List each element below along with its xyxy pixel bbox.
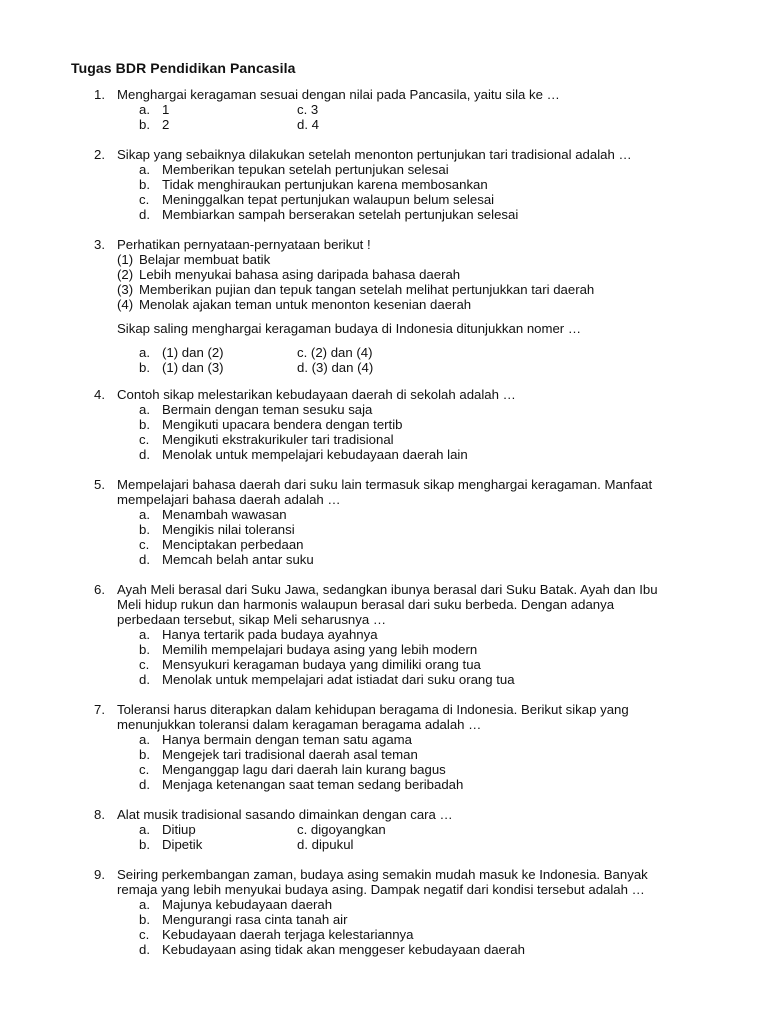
question-7 (0, 702, 768, 822)
option-letter: c. (139, 657, 150, 672)
option-letter: a. (139, 345, 150, 360)
option-letter: a. (139, 507, 150, 522)
question-number: 8. (94, 807, 105, 822)
statement-number: (2) (117, 267, 134, 282)
question-stem-line: Mempelajari bahasa daerah dari suku lain termasuk sikap menghargai keragaman. Manfaat (117, 477, 653, 492)
option-text: (1) dan (3) (162, 360, 224, 375)
option-letter: d. (139, 777, 150, 792)
option-letter: b. (139, 522, 150, 537)
option-letter: a. (139, 732, 150, 747)
option-text: Hanya bermain dengan teman satu agama (162, 732, 412, 747)
option-right: d. 4 (297, 117, 319, 132)
question-stem-line: Meli hidup rukun dan harmonis walaupun berasal dari suku berbeda. Dengan adanya (117, 597, 615, 612)
option-letter: d. (139, 942, 150, 957)
question-number: 3. (94, 237, 105, 252)
question-number: 1. (94, 87, 105, 102)
question-number: 5. (94, 477, 105, 492)
question-number: 7. (94, 702, 105, 717)
option-text: Mengikis nilai toleransi (162, 522, 295, 537)
question-stem-line: perbedaan tersebut, sikap Meli seharusnya … (117, 612, 387, 627)
statement-text: Lebih menyukai bahasa asing daripada bahasa daerah (139, 267, 461, 282)
page-title: Tugas BDR Pendidikan Pancasila (71, 60, 296, 76)
option-text: Menjaga ketenangan saat teman sedang beribadah (162, 777, 464, 792)
option-letter: a. (139, 162, 150, 177)
option-letter: d. (139, 552, 150, 567)
option-letter: a. (139, 822, 150, 837)
option-text: Mengurangi rasa cinta tanah air (162, 912, 348, 927)
question-stem-line: mempelajari bahasa daerah adalah … (117, 492, 341, 507)
option-letter: b. (139, 417, 150, 432)
question-number: 9. (94, 867, 105, 882)
option-text: (1) dan (2) (162, 345, 224, 360)
option-text: Mengikuti upacara bendera dengan tertib (162, 417, 403, 432)
option-letter: b. (139, 117, 150, 132)
statement-number: (3) (117, 282, 134, 297)
option-letter: d. (139, 207, 150, 222)
statement-number: (4) (117, 297, 134, 312)
option-letter: a. (139, 897, 150, 912)
option-text: Hanya tertarik pada budaya ayahnya (162, 627, 378, 642)
option-text: Memberikan tepukan setelah pertunjukan selesai (162, 162, 449, 177)
option-letter: a. (139, 102, 150, 117)
option-text: Ditiup (162, 822, 196, 837)
question-stem-line: Seiring perkembangan zaman, budaya asing semakin mudah masuk ke Indonesia. Banyak (117, 867, 648, 882)
option-text: Mensyukuri keragaman budaya yang dimiliki orang tua (162, 657, 481, 672)
option-text: Menolak untuk mempelajari adat istiadat dari suku orang tua (162, 672, 515, 687)
option-letter: d. (139, 672, 150, 687)
statement-number: (1) (117, 252, 134, 267)
option-letter: c. (139, 537, 150, 552)
option-letter: b. (139, 177, 150, 192)
option-text: Memcah belah antar suku (162, 552, 314, 567)
question-6 (0, 582, 768, 702)
option-text: 2 (162, 117, 170, 132)
option-text: Meninggalkan tepat pertunjukan walaupun belum selesai (162, 192, 495, 207)
option-letter: c. (139, 192, 150, 207)
option-letter: d. (139, 447, 150, 462)
question-stem-line: Alat musik tradisional sasando dimainkan dengan cara … (117, 807, 453, 822)
question-number: 4. (94, 387, 105, 402)
question-9 (0, 867, 768, 987)
option-letter: c. (139, 762, 150, 777)
option-letter: a. (139, 627, 150, 642)
option-letter: b. (139, 360, 150, 375)
option-text: Membiarkan sampah berserakan setelah pertunjukan selesai (162, 207, 519, 222)
option-text: Menciptakan perbedaan (162, 537, 304, 552)
option-letter: b. (139, 912, 150, 927)
question-3 (0, 237, 768, 375)
option-text: Majunya kebudayaan daerah (162, 897, 333, 912)
statement-text: Menolak ajakan teman untuk menonton kesenian daerah (139, 297, 472, 312)
option-text: Menambah wawasan (162, 507, 287, 522)
option-letter: c. (139, 927, 150, 942)
question-stem-line: Perhatikan pernyataan-pernyataan berikut ! (117, 237, 371, 252)
option-letter: c. (139, 432, 150, 447)
option-text: 1 (162, 102, 170, 117)
question-stem-line: Sikap yang sebaiknya dilakukan setelah menonton pertunjukan tari tradisional adalah … (117, 147, 632, 162)
option-text: Memilih mempelajari budaya asing yang lebih modern (162, 642, 478, 657)
question-stem-line: Ayah Meli berasal dari Suku Jawa, sedangkan ibunya berasal dari Suku Batak. Ayah dan Ibu (117, 582, 658, 597)
question-prompt: Sikap saling menghargai keragaman budaya di Indonesia ditunjukkan nomer … (117, 321, 582, 336)
option-right: c. digoyangkan (297, 822, 386, 837)
option-letter: a. (139, 402, 150, 417)
question-stem-line: Toleransi harus diterapkan dalam kehidupan beragama di Indonesia. Berikut sikap yang (117, 702, 629, 717)
option-letter: b. (139, 747, 150, 762)
option-right: c. (2) dan (4) (297, 345, 373, 360)
question-stem-line: remaja yang lebih menyukai budaya asing. Dampak negatif dari kondisi tersebut adalah … (117, 882, 645, 897)
question-stem-line: Menghargai keragaman sesuai dengan nilai pada Pancasila, yaitu sila ke … (117, 87, 560, 102)
question-5 (0, 477, 768, 597)
question-stem-line: Contoh sikap melestarikan kebudayaan daerah di sekolah adalah … (117, 387, 516, 402)
option-text: Tidak menghiraukan pertunjukan karena membosankan (162, 177, 488, 192)
question-stem-line: menunjukkan toleransi dalam keragaman beragama adalah … (117, 717, 482, 732)
option-text: Kebudayaan asing tidak akan menggeser kebudayaan daerah (162, 942, 525, 957)
question-number: 6. (94, 582, 105, 597)
option-right: d. (3) dan (4) (297, 360, 374, 375)
option-right: d. dipukul (297, 837, 354, 852)
option-text: Menolak untuk mempelajari kebudayaan daerah lain (162, 447, 468, 462)
option-right: c. 3 (297, 102, 319, 117)
statement-text: Memberikan pujian dan tepuk tangan setelah melihat pertunjukkan tari daerah (139, 282, 595, 297)
option-text: Dipetik (162, 837, 203, 852)
option-text: Kebudayaan daerah terjaga kelestariannya (162, 927, 414, 942)
option-text: Mengejek tari tradisional daerah asal teman (162, 747, 418, 762)
option-text: Mengikuti ekstrakurikuler tari tradisional (162, 432, 394, 447)
option-letter: b. (139, 837, 150, 852)
option-text: Bermain dengan teman sesuku saja (162, 402, 373, 417)
option-letter: b. (139, 642, 150, 657)
statement-text: Belajar membuat batik (139, 252, 271, 267)
option-text: Menganggap lagu dari daerah lain kurang bagus (162, 762, 446, 777)
question-number: 2. (94, 147, 105, 162)
